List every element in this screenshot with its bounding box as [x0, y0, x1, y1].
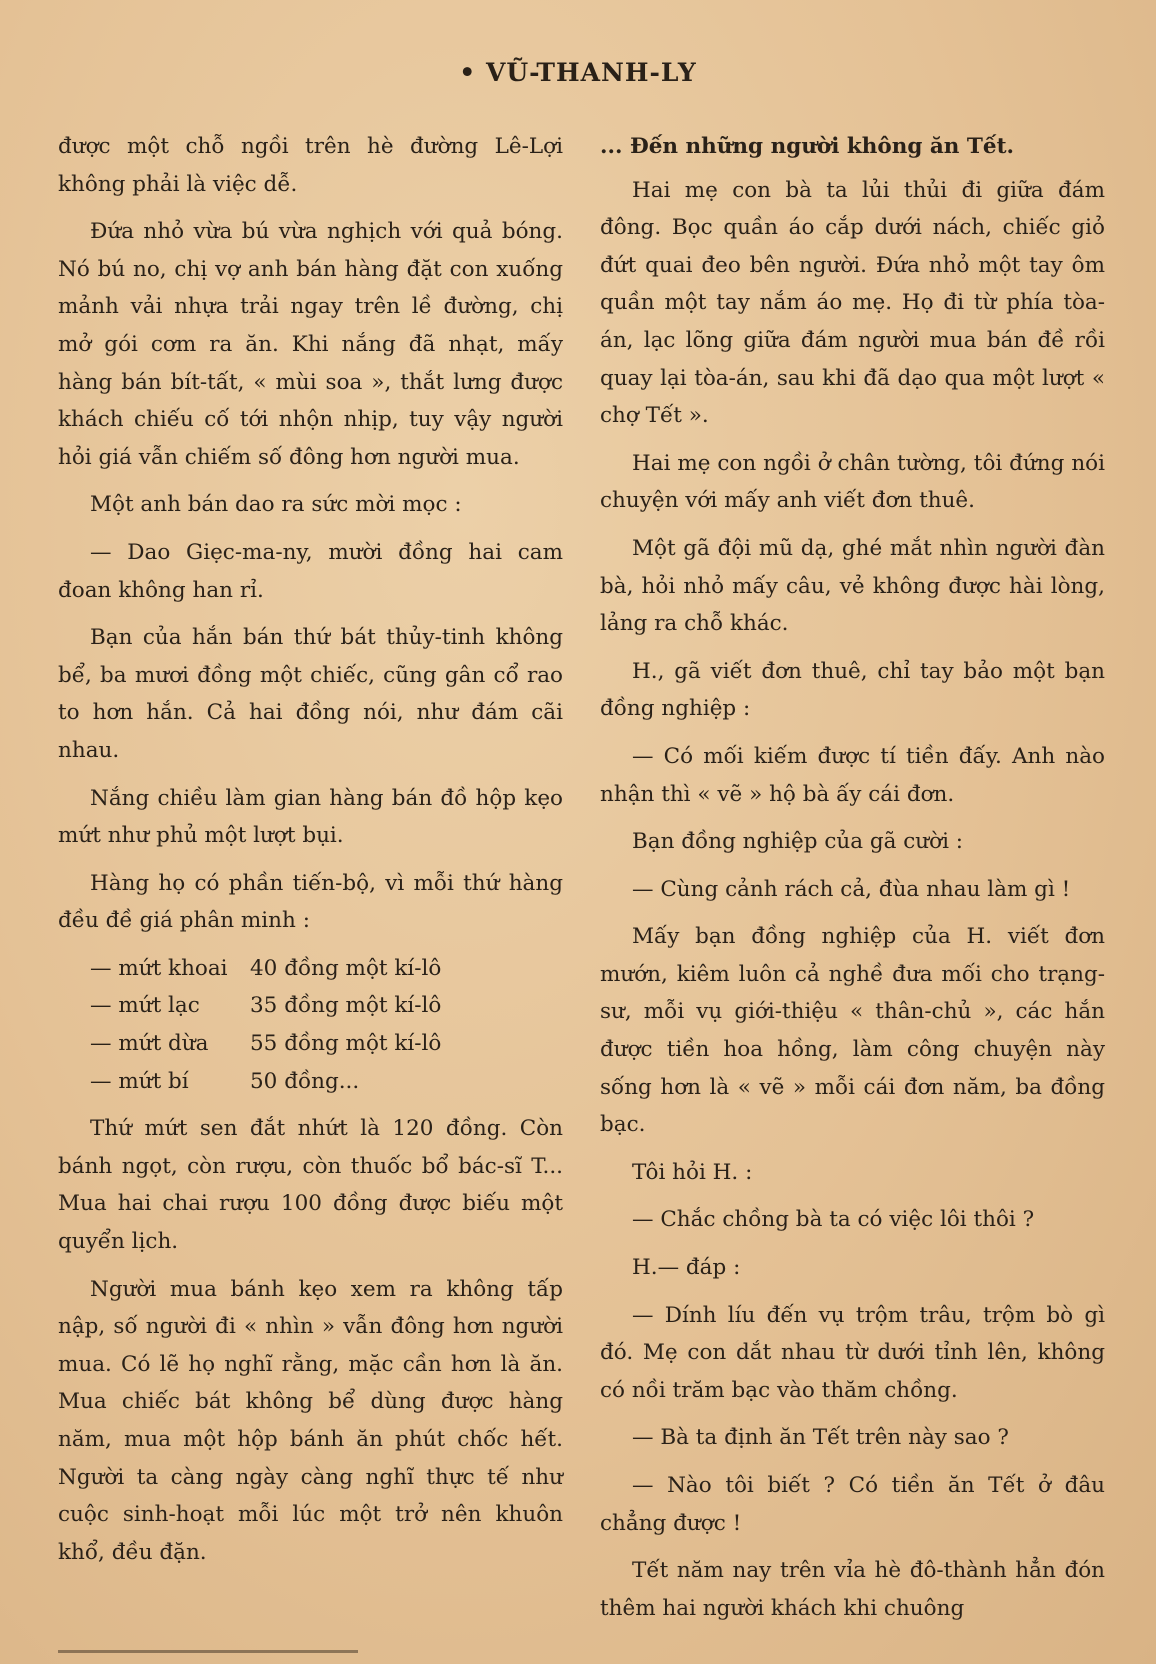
- paragraph: — Dao Giẹc-ma-ny, mười đồng hai cam đoan không han rỉ.: [58, 539, 563, 603]
- paragraph: Hàng họ có phần tiến-bộ, vì mỗi thứ hàng đều đề giá phân minh :: [58, 870, 563, 934]
- paragraph: — Nào tôi biết ? Có tiền ăn Tết ở đâu chẳng được !: [600, 1473, 1105, 1536]
- bottom-divider: [58, 1650, 358, 1653]
- paragraph: H.— đáp :: [632, 1255, 741, 1281]
- paragraph: — Có mối kiếm được tí tiền đấy. Anh nào nhận thì « vẽ » hộ bà ấy cái đơn.: [600, 743, 1105, 807]
- paragraph: — Dính líu đến vụ trộm trâu, trộm bò gì đó. Mẹ con dắt nhau từ dưới tỉnh lên, không có nồi trăm bạc vào thăm chồng.: [600, 1302, 1105, 1403]
- paragraph: Một anh bán dao ra sức mời mọc :: [90, 492, 462, 518]
- paragraph: — Chắc chồng bà ta có việc lôi thôi ?: [632, 1207, 1035, 1233]
- price-item: — mứt khoai 40 đồng một kí-lô: [90, 955, 442, 981]
- paragraph: Người mua bánh kẹo xem ra không tấp nập, số người đi « nhìn » vẫn đông hơn người mua. Có lẽ họ nghĩ rằng, mặc cần hơn là ăn. Mua chiếc bát không bể dùng được hàng năm, mua một hộp bánh ăn phút chốc hết. Người ta càng ngày càng nghĩ thực tế như cuộc sinh-hoạt mỗi lúc một trở nên khuôn khổ, đều đặn.: [58, 1276, 563, 1565]
- price-item: — mứt lạc 35 đồng một kí-lô: [90, 993, 442, 1019]
- section-heading: ... Đến những người không ăn Tết.: [600, 134, 1015, 159]
- running-header: • VŨ-THANH-LY: [459, 58, 697, 87]
- paragraph: Hai mẹ con bà ta lủi thủi đi giữa đám đông. Bọc quần áo cắp dưới nách, chiếc giỏ đứt quai đeo bên người. Đứa nhỏ một tay ôm quần một tay nắm áo mẹ. Họ đi từ phía tòa-án, lạc lõng giữa đám người mua bán đề rồi quay lại tòa-án, sau khi đã dạo qua một lượt « chợ Tết ».: [600, 177, 1105, 429]
- paragraph: — Bà ta định ăn Tết trên này sao ?: [632, 1425, 1009, 1451]
- left-column: [58, 128, 563, 1581]
- paragraph: Đứa nhỏ vừa bú vừa nghịch với quả bóng. Nó bú no, chị vợ anh bán hàng đặt con xuống mảnh vải nhựa trải ngay trên lề đường, chị mở gói cơm ra ăn. Khi nắng đã nhạt, mấy hàng bán bít-tất, « mùi soa », thắt lưng được khách chiếu cố tới nhộn nhịp, tuy vậy người hỏi giá vẫn chiếm số đông hơn người mua.: [58, 219, 563, 470]
- price-item: — mứt bí 50 đồng...: [90, 1068, 360, 1094]
- price-item: — mứt dừa 55 đồng một kí-lô: [90, 1031, 442, 1057]
- paragraph: Tôi hỏi H. :: [632, 1159, 753, 1185]
- paragraph: H., gã viết đơn thuê, chỉ tay bảo một bạn đồng nghiệp :: [600, 658, 1105, 722]
- paragraph: Một gã đội mũ dạ, ghé mắt nhìn người đàn bà, hỏi nhỏ mấy câu, vẻ không được hài lòng, lảng ra chỗ khác.: [600, 535, 1105, 637]
- paragraph: Bạn đồng nghiệp của gã cười :: [632, 829, 964, 855]
- paragraph: Bạn của hắn bán thứ bát thủy-tinh không bể, ba mươi đồng một chiếc, cũng gân cổ rao to hơn hắn. Cả hai đồng nói, như đám cãi nhau.: [58, 625, 563, 763]
- paragraph: Mấy bạn đồng nghiệp của H. viết đơn mướn, kiêm luôn cả nghề đưa mối cho trạng-sư, mỗi vụ giới-thiệu « thân-chủ », các hắn được tiền hoa hồng, làm công chuyện này sống hơn là « vẽ » mỗi cái đơn năm, ba đồng bạc.: [600, 924, 1105, 1138]
- paragraph: Tết năm nay trên vỉa hè đô-thành hẳn đón thêm hai người khách khi chuông: [600, 1558, 1105, 1621]
- paragraph: được một chỗ ngồi trên hè đường Lê-Lợi không phải là việc dễ.: [58, 134, 563, 197]
- paragraph: Nắng chiều làm gian hàng bán đồ hộp kẹo mứt như phủ một lượt bụi.: [58, 785, 563, 849]
- paragraph: Hai mẹ con ngồi ở chân tường, tôi đứng nói chuyện với mấy anh viết đơn thuê.: [600, 450, 1105, 514]
- paragraph: — Cùng cảnh rách cả, đùa nhau làm gì !: [632, 876, 1071, 902]
- right-column: [600, 128, 1105, 1637]
- paragraph: Thứ mứt sen đắt nhứt là 120 đồng. Còn bánh ngọt, còn rượu, còn thuốc bổ bác-sĩ T... Mua hai chai rượu 100 đồng được biếu một quyển lịch.: [58, 1116, 563, 1255]
